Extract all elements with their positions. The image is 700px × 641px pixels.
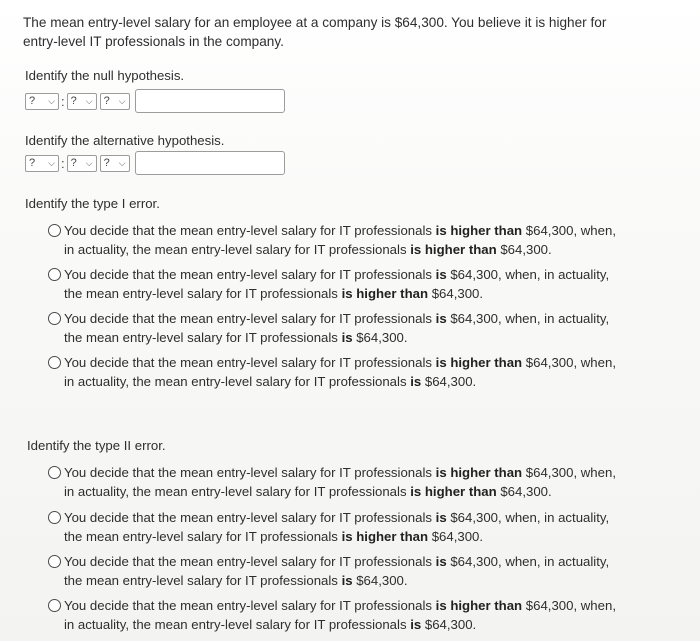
type1-option-3[interactable] (48, 309, 628, 347)
radio-button[interactable] (48, 224, 61, 237)
option-text: You decide that the mean entry-level salary for IT professionals is $64,300, when, in actuality, the mean entry-level salary for IT professionals is $64,300. (64, 554, 610, 588)
alt-relation-select[interactable] (100, 155, 130, 172)
type1-label: Identify the type I error. (25, 196, 160, 211)
alt-colon: : (61, 155, 65, 171)
radio-button[interactable] (48, 356, 61, 369)
chevron-down-icon: ⌵ (85, 157, 93, 168)
alt-parameter-value: ? (29, 157, 36, 169)
null-hypothesis-label: Identify the null hypothesis. (25, 68, 185, 83)
chevron-down-icon: ⌵ (118, 95, 126, 106)
radio-button[interactable] (48, 511, 61, 524)
null-relation-value: ? (103, 95, 110, 107)
null-colon: : (61, 93, 65, 109)
alt-hypothesis-label: Identify the alternative hypothesis. (25, 133, 225, 148)
null-operator-value: ? (70, 95, 77, 107)
null-parameter-select[interactable] (25, 93, 59, 110)
option-text: You decide that the mean entry-level salary for IT professionals is higher than $64,300, when, in actuality, the mean entry-level salary for IT professionals is $64,300. (64, 598, 616, 632)
problem-line-2: entry-level IT professionals in the company. (23, 34, 284, 49)
option-text: You decide that the mean entry-level salary for IT professionals is $64,300, when, in actuality, the mean entry-level salary for IT professionals is $64,300. (64, 311, 610, 345)
option-text: You decide that the mean entry-level salary for IT professionals is $64,300, when, in actuality, the mean entry-level salary for IT professionals is higher than $64,300. (64, 510, 610, 544)
null-value-input[interactable] (135, 89, 285, 113)
alt-operator-value: ? (70, 157, 77, 169)
type1-option-2[interactable] (48, 265, 628, 303)
null-relation-select[interactable] (100, 93, 130, 110)
radio-button[interactable] (48, 555, 61, 568)
chevron-down-icon: ⌵ (118, 157, 126, 168)
alt-value-input[interactable] (135, 151, 285, 175)
alt-relation-value: ? (103, 157, 110, 169)
type2-option-4[interactable] (48, 596, 628, 634)
radio-button[interactable] (48, 466, 61, 479)
type2-option-1[interactable] (48, 463, 628, 501)
alt-parameter-select[interactable] (25, 155, 59, 172)
null-operator-select[interactable] (67, 93, 97, 110)
radio-button[interactable] (48, 599, 61, 612)
problem-line-1: The mean entry-level salary for an employee at a company is $64,300. You believe it is higher for (23, 15, 607, 30)
chevron-down-icon: ⌵ (48, 95, 55, 106)
option-text: You decide that the mean entry-level salary for IT professionals is higher than $64,300, when, in actuality, the mean entry-level salary for IT professionals is $64,300. (64, 355, 616, 389)
type1-option-4[interactable] (48, 353, 628, 391)
option-text: You decide that the mean entry-level salary for IT professionals is higher than $64,300, when, in actuality, the mean entry-level salary for IT professionals is higher than $64,300. (64, 465, 616, 499)
radio-button[interactable] (48, 312, 61, 325)
null-parameter-value: ? (29, 95, 36, 107)
type2-label: Identify the type II error. (27, 438, 166, 453)
problem-statement (23, 13, 663, 51)
type2-option-3[interactable] (48, 552, 628, 590)
chevron-down-icon: ⌵ (85, 95, 93, 106)
option-text: You decide that the mean entry-level salary for IT professionals is higher than $64,300, when, in actuality, the mean entry-level salary for IT professionals is higher than $64,300. (64, 223, 616, 257)
alt-hypothesis-row (25, 150, 285, 176)
null-hypothesis-row (25, 88, 285, 114)
alt-operator-select[interactable] (67, 155, 97, 172)
type2-option-2[interactable] (48, 508, 628, 546)
chevron-down-icon: ⌵ (48, 157, 55, 168)
radio-button[interactable] (48, 268, 61, 281)
option-text: You decide that the mean entry-level salary for IT professionals is $64,300, when, in actuality, the mean entry-level salary for IT professionals is higher than $64,300. (64, 267, 610, 301)
type1-option-1[interactable] (48, 221, 628, 259)
